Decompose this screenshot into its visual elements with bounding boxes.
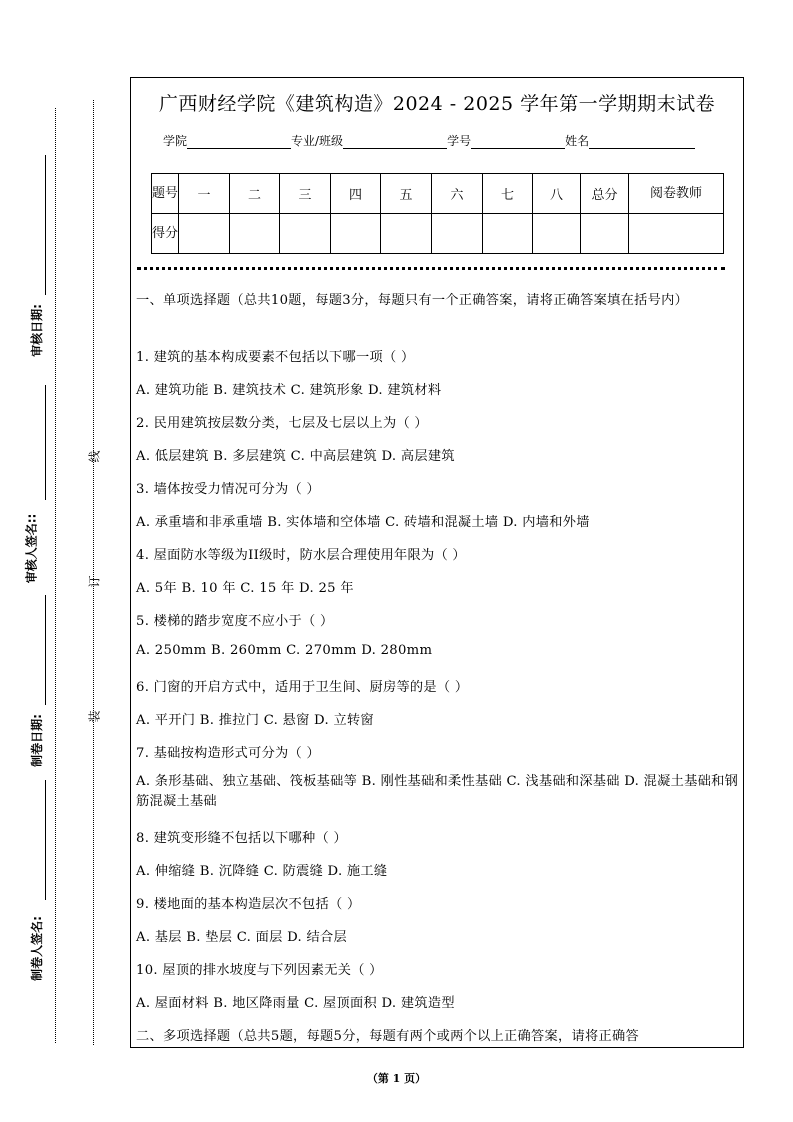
major-label: 专业/班级 [291, 134, 344, 148]
name-label: 姓名 [565, 134, 590, 148]
id-label: 学号 [447, 134, 472, 148]
make-date-label: 制卷日期: [29, 714, 44, 767]
score-value-row [152, 214, 724, 254]
score-header-cell: 题号 [152, 174, 179, 214]
score-header-cell: 五 [381, 174, 432, 214]
score-header-row [152, 174, 724, 214]
question-6: 6. 门窗的开启方式中，适用于卫生间、厨房等的是（ ） [136, 680, 469, 695]
answer-options-8: A. 伸缩缝 B. 沉降缝 C. 防震缝 D. 施工缝 [136, 864, 388, 879]
score-cell[interactable] [432, 214, 483, 254]
college-field[interactable] [187, 135, 291, 149]
cut-mark-bind: 订 [87, 575, 102, 588]
score-header-cell: 六 [432, 174, 483, 214]
answer-options-5: A. 250mm B. 260mm C. 270mm D. 280mm [136, 643, 433, 658]
score-cell[interactable] [381, 214, 432, 254]
score-header-cell: 总分 [581, 174, 629, 214]
score-cell[interactable] [280, 214, 331, 254]
score-cell[interactable] [629, 214, 724, 254]
maker-sign-line [45, 780, 46, 900]
answer-options-9: A. 基层 B. 垫层 C. 面层 D. 结合层 [136, 930, 347, 945]
answer-options-1: A. 建筑功能 B. 建筑技术 C. 建筑形象 D. 建筑材料 [136, 383, 442, 398]
dotted-separator [137, 267, 725, 270]
question-7: 7. 基础按构造形式可分为（ ） [136, 746, 321, 761]
answer-options-7: A. 条形基础、独立基础、筏板基础等 B. 刚性基础和柔性基础 C. 浅基础和深基础 D. 混凝土基础和钢筋混凝土基础 [136, 774, 739, 809]
question-1: 1. 建筑的基本构成要素不包括以下哪一项（ ） [136, 350, 415, 365]
id-field[interactable] [471, 135, 565, 149]
exam-title: 广西财经学院《建筑构造》2024 - 2025 学年第一学期期末试卷 [158, 93, 716, 115]
reviewer-sign-label: 审核人签名:: [24, 513, 39, 584]
review-date-line [45, 155, 46, 295]
score-header-cell: 二 [230, 174, 280, 214]
score-header-cell: 三 [280, 174, 331, 214]
score-header-cell: 八 [533, 174, 581, 214]
section-heading-1: 一、单项选择题（总共10题，每题3分，每题只有一个正确答案，请将正确答案填在括号内） [136, 293, 689, 308]
answer-options-4: A. 5年 B. 10 年 C. 15 年 D. 25 年 [136, 581, 354, 596]
answer-options-3: A. 承重墙和非承重墙 B. 实体墙和空体墙 C. 砖墙和混凝土墙 D. 内墙和外墙 [136, 515, 590, 530]
score-header-cell: 阅卷教师 [629, 174, 724, 214]
answer-options-10: A. 屋面材料 B. 地区降雨量 C. 屋顶面积 D. 建筑造型 [136, 996, 455, 1011]
question-9: 9. 楼地面的基本构造层次不包括（ ） [136, 897, 361, 912]
score-cell[interactable] [483, 214, 533, 254]
question-10: 10. 屋顶的排水坡度与下列因素无关（ ） [136, 963, 383, 978]
score-cell[interactable] [331, 214, 381, 254]
answer-options-2: A. 低层建筑 B. 多层建筑 C. 中高层建筑 D. 高层建筑 [136, 449, 455, 464]
cut-mark-line: 线 [87, 450, 102, 463]
question-3: 3. 墙体按受力情况可分为（ ） [136, 482, 321, 497]
score-header-cell: 七 [483, 174, 533, 214]
answer-options-6: A. 平开门 B. 推拉门 C. 悬窗 D. 立转窗 [136, 713, 374, 728]
question-4: 4. 屋面防水等级为II级时，防水层合理使用年限为（ ） [136, 548, 466, 563]
cut-mark-fold: 装 [87, 710, 102, 723]
question-8: 8. 建筑变形缝不包括以下哪种（ ） [136, 831, 347, 846]
score-table [151, 173, 724, 254]
score-cell[interactable] [533, 214, 581, 254]
make-date-line [45, 595, 46, 705]
review-date-label: 审核日期: [29, 304, 44, 357]
score-cell[interactable] [179, 214, 230, 254]
score-row-label: 得分 [152, 214, 179, 254]
score-cell[interactable] [581, 214, 629, 254]
student-info [163, 132, 695, 149]
binding-dotted-line-inner [93, 100, 94, 1045]
binding-dotted-line-outer [55, 108, 56, 1043]
major-field[interactable] [343, 135, 447, 149]
name-field[interactable] [589, 135, 695, 149]
score-cell[interactable] [230, 214, 280, 254]
reviewer-sign-line [45, 385, 46, 500]
section-heading-2: 二、多项选择题（总共5题，每题5分，每题有两个或两个以上正确答案，请将正确答 [136, 1029, 639, 1044]
question-2: 2. 民用建筑按层数分类，七层及七层以上为（ ） [136, 416, 428, 431]
page-footer: （第 1 页） [366, 1072, 427, 1085]
question-5: 5. 楼梯的踏步宽度不应小于（ ） [136, 614, 334, 629]
exam-paper [130, 77, 744, 1048]
college-label: 学院 [163, 134, 188, 148]
score-header-cell: 四 [331, 174, 381, 214]
maker-sign-label: 制卷人签名: [29, 916, 44, 981]
score-header-cell: 一 [179, 174, 230, 214]
